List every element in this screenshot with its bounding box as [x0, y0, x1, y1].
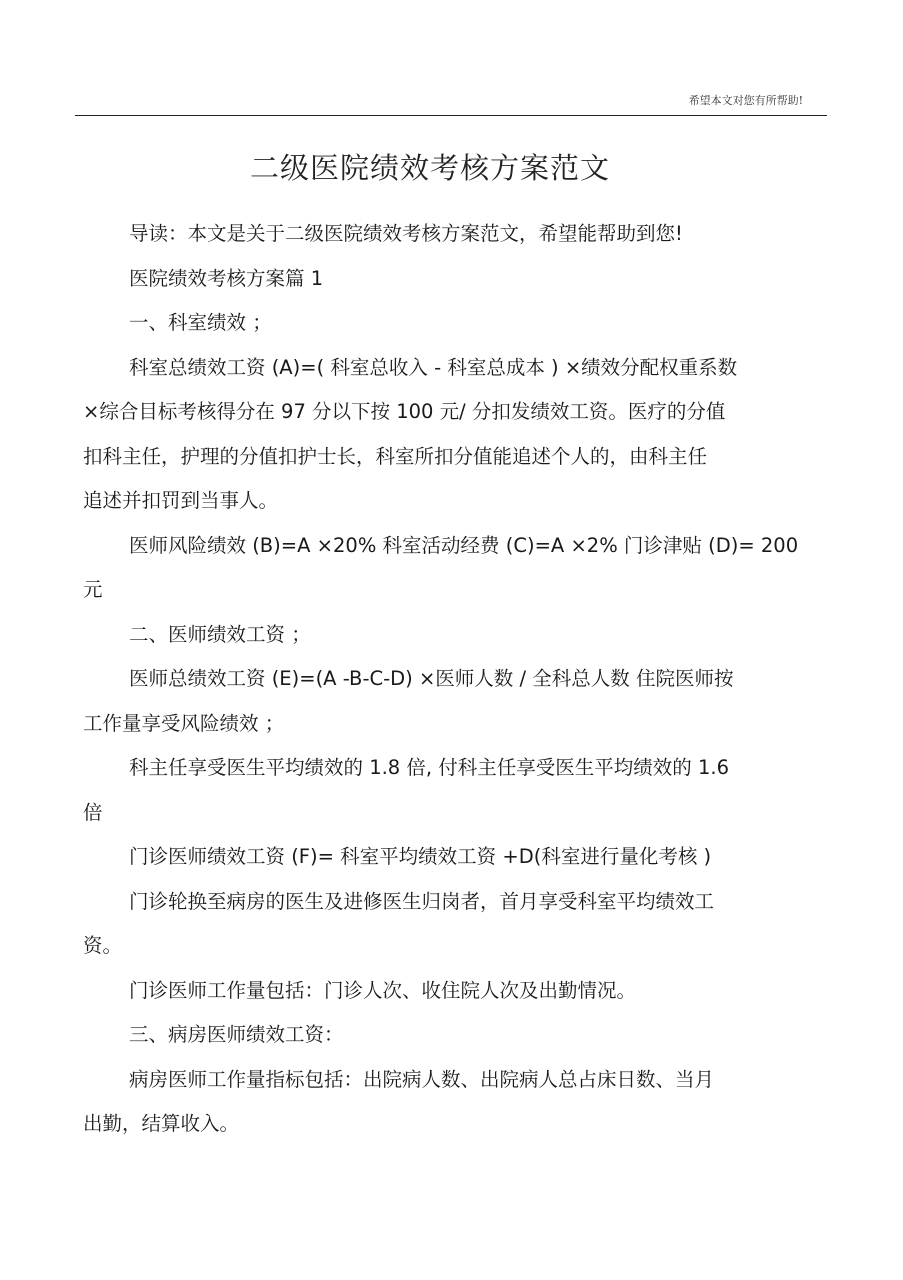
- body-line: 门诊医师绩效工资 (F)= 科室平均绩效工资 +D(科室进行量化考核 ): [129, 845, 712, 868]
- document-body: [83, 212, 828, 1147]
- body-line: 导读：本文是关于二级医院绩效考核方案范文，希望能帮助到您!: [129, 222, 683, 245]
- body-line: 门诊医师工作量包括：门诊人次、收住院人次及出勤情况。: [129, 978, 637, 1002]
- body-line: 倍: [83, 800, 103, 824]
- body-line: 二、医师绩效工资 ；: [129, 622, 311, 646]
- body-line: 三、病房医师绩效工资：: [129, 1023, 344, 1046]
- body-line: 一、科室绩效 ；: [129, 311, 272, 334]
- body-line: 元: [83, 578, 103, 601]
- body-line: 科主任享受医生平均绩效的 1.8 倍, 付科主任享受医生平均绩效的 1.6: [129, 756, 730, 779]
- body-line: 医院绩效考核方案篇 1: [129, 266, 324, 290]
- body-line: 资。: [83, 934, 123, 957]
- header-divider: [75, 115, 827, 116]
- body-line: ×综合目标考核得分在 97 分以下按 100 元/ 分扣发绩效工资。医疗的分值: [83, 400, 726, 423]
- body-line: 工作量享受风险绩效 ；: [83, 711, 285, 735]
- body-line: 医师风险绩效 (B)=A ×20% 科室活动经费 (C)=A ×2% 门诊津贴 (D)= 200: [129, 533, 799, 557]
- body-line: 追述并扣罚到当事人。: [83, 489, 279, 512]
- body-line: 科室总绩效工资 (A)=( 科室总收入 - 科室总成本 ) ×绩效分配权重系数: [129, 355, 738, 379]
- body-line: 扣科主任，护理的分值扣护士长，科室所扣分值能追述个人的，由科主任: [83, 444, 708, 468]
- body-line: 医师总绩效工资 (E)=(A -B-C-D) ×医师人数 / 全科总人数 住院医师按: [129, 667, 734, 690]
- document-title: 二级医院绩效考核方案范文: [249, 151, 610, 185]
- body-line: 出勤，结算收入。: [83, 1112, 240, 1135]
- header-note: 希望本文对您有所帮助!: [688, 94, 803, 107]
- body-line: 门诊轮换至病房的医生及进修医生归岗者，首月享受科室平均绩效工: [129, 889, 715, 913]
- body-line: 病房医师工作量指标包括：出院病人数、出院病人总占床日数、当月: [129, 1067, 715, 1091]
